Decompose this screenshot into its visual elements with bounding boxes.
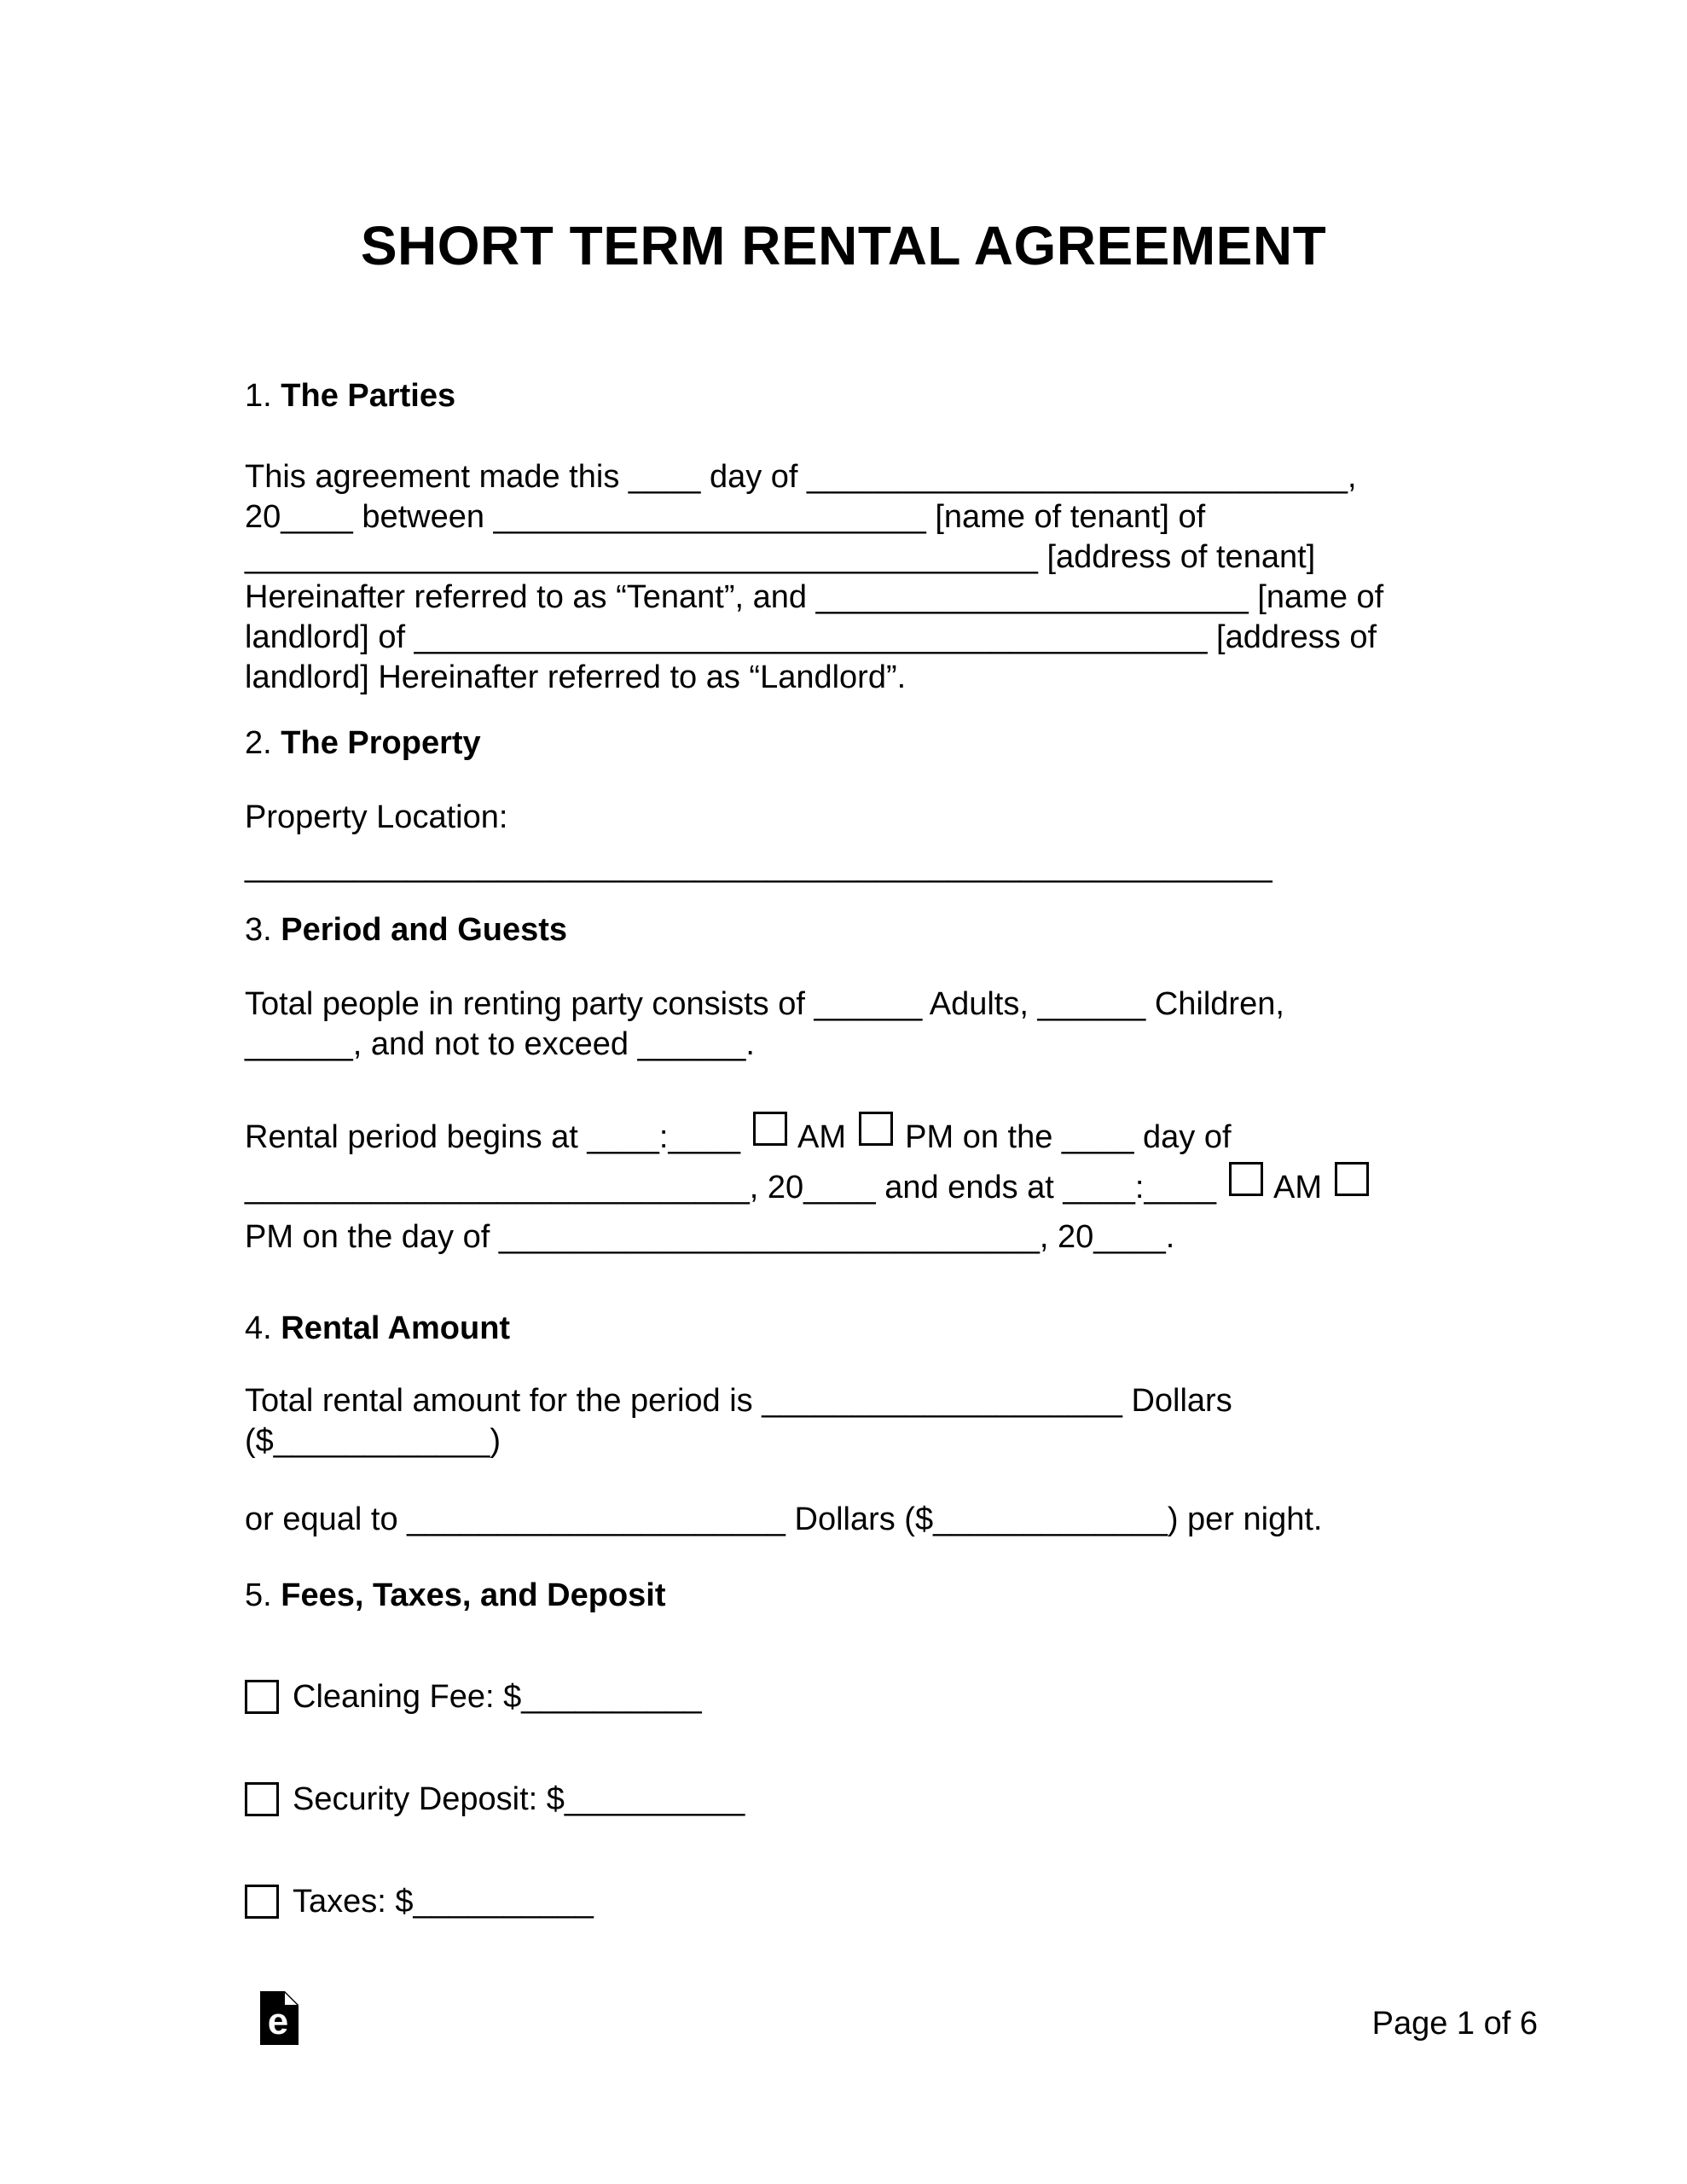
section-period-title: Period and Guests [281, 911, 568, 948]
security-deposit-checkbox[interactable] [245, 1782, 279, 1816]
guests-line-1: Total people in renting party consists of ______ Adults, ______ Children, [245, 985, 1284, 1022]
parties-paragraph [245, 457, 1442, 698]
section-period-heading [245, 910, 1442, 950]
parties-line-1: This agreement made this ____ day of ______________________________, [245, 458, 1357, 495]
taxes-checkbox[interactable] [245, 1885, 279, 1919]
rental-period-line-1 [245, 1112, 1442, 1162]
cleaning-fee-label: Cleaning Fee: $__________ [293, 1678, 702, 1715]
section-rental-amount-number: 4. [245, 1310, 272, 1346]
section-property-number: 2. [245, 724, 272, 761]
page-footer [260, 1988, 1538, 2056]
section-parties-title: The Parties [281, 377, 456, 414]
property-location-label: Property Location: [245, 799, 508, 835]
section-parties-heading [245, 376, 1442, 416]
section-fees-number: 5. [245, 1577, 272, 1613]
eforms-document-logo [260, 1991, 299, 2045]
parties-line-3: ____________________________________________ [address of tenant] [245, 538, 1316, 575]
parties-line-5: landlord] of ____________________________________________ [address of [245, 619, 1377, 655]
end-am-label: AM [1266, 1169, 1331, 1205]
rental-period-line-2 [245, 1162, 1442, 1212]
per-night-line: or equal to _____________________ Dollars ($_____________) per night. [245, 1501, 1323, 1537]
guests-line-2: ______, and not to exceed ______. [245, 1025, 755, 1062]
rental-period-line-3: PM on the day of ______________________________, 20____. [245, 1218, 1175, 1255]
section-fees-title: Fees, Taxes, and Deposit [281, 1577, 666, 1613]
begin-am-label: AM [790, 1118, 855, 1155]
section-period-number: 3. [245, 911, 272, 948]
begin-pm-checkbox[interactable] [859, 1112, 893, 1146]
parties-line-2: 20____ between ________________________ [name of tenant] of [245, 498, 1206, 535]
section-property-title: The Property [281, 724, 481, 761]
taxes-label: Taxes: $__________ [293, 1883, 594, 1920]
logo-letter: e [267, 2001, 289, 2042]
rental-ends-text: ____________________________, 20____ and ends at ____:____ [245, 1169, 1226, 1205]
cleaning-fee-row [245, 1676, 1442, 1718]
begin-am-checkbox[interactable] [753, 1112, 787, 1146]
parties-line-4: Hereinafter referred to as “Tenant”, and ________________________ [name of [245, 578, 1384, 615]
taxes-row [245, 1880, 1442, 1923]
section-fees-heading [245, 1576, 1442, 1616]
section-rental-amount-title: Rental Amount [281, 1310, 511, 1346]
property-location-blank[interactable]: _________________________________________________________ [245, 847, 1272, 884]
security-deposit-row [245, 1778, 1442, 1821]
cleaning-fee-checkbox[interactable] [245, 1680, 279, 1714]
section-property-heading [245, 723, 1442, 764]
guests-paragraph [245, 985, 1442, 1065]
document-title: SHORT TERM RENTAL AGREEMENT [360, 215, 1327, 276]
rental-amount-paragraph [245, 1381, 1442, 1461]
rental-period-paragraph [245, 1112, 1442, 1262]
page-number: Page 1 of 6 [1371, 2006, 1538, 2042]
rental-begins-text: Rental period begins at ____:____ [245, 1118, 750, 1155]
end-pm-checkbox[interactable] [1335, 1162, 1369, 1196]
security-deposit-label: Security Deposit: $__________ [293, 1780, 745, 1817]
rental-amount-line-1: Total rental amount for the period is ____________________ Dollars [245, 1382, 1232, 1419]
end-am-checkbox[interactable] [1229, 1162, 1263, 1196]
section-parties-number: 1. [245, 377, 272, 414]
parties-line-6: landlord] Hereinafter referred to as “Landlord”. [245, 659, 907, 695]
begin-pm-label: PM on the ____ day of [896, 1118, 1232, 1155]
rental-amount-line-2: ($____________) [245, 1422, 501, 1459]
section-rental-amount-heading [245, 1309, 1442, 1349]
